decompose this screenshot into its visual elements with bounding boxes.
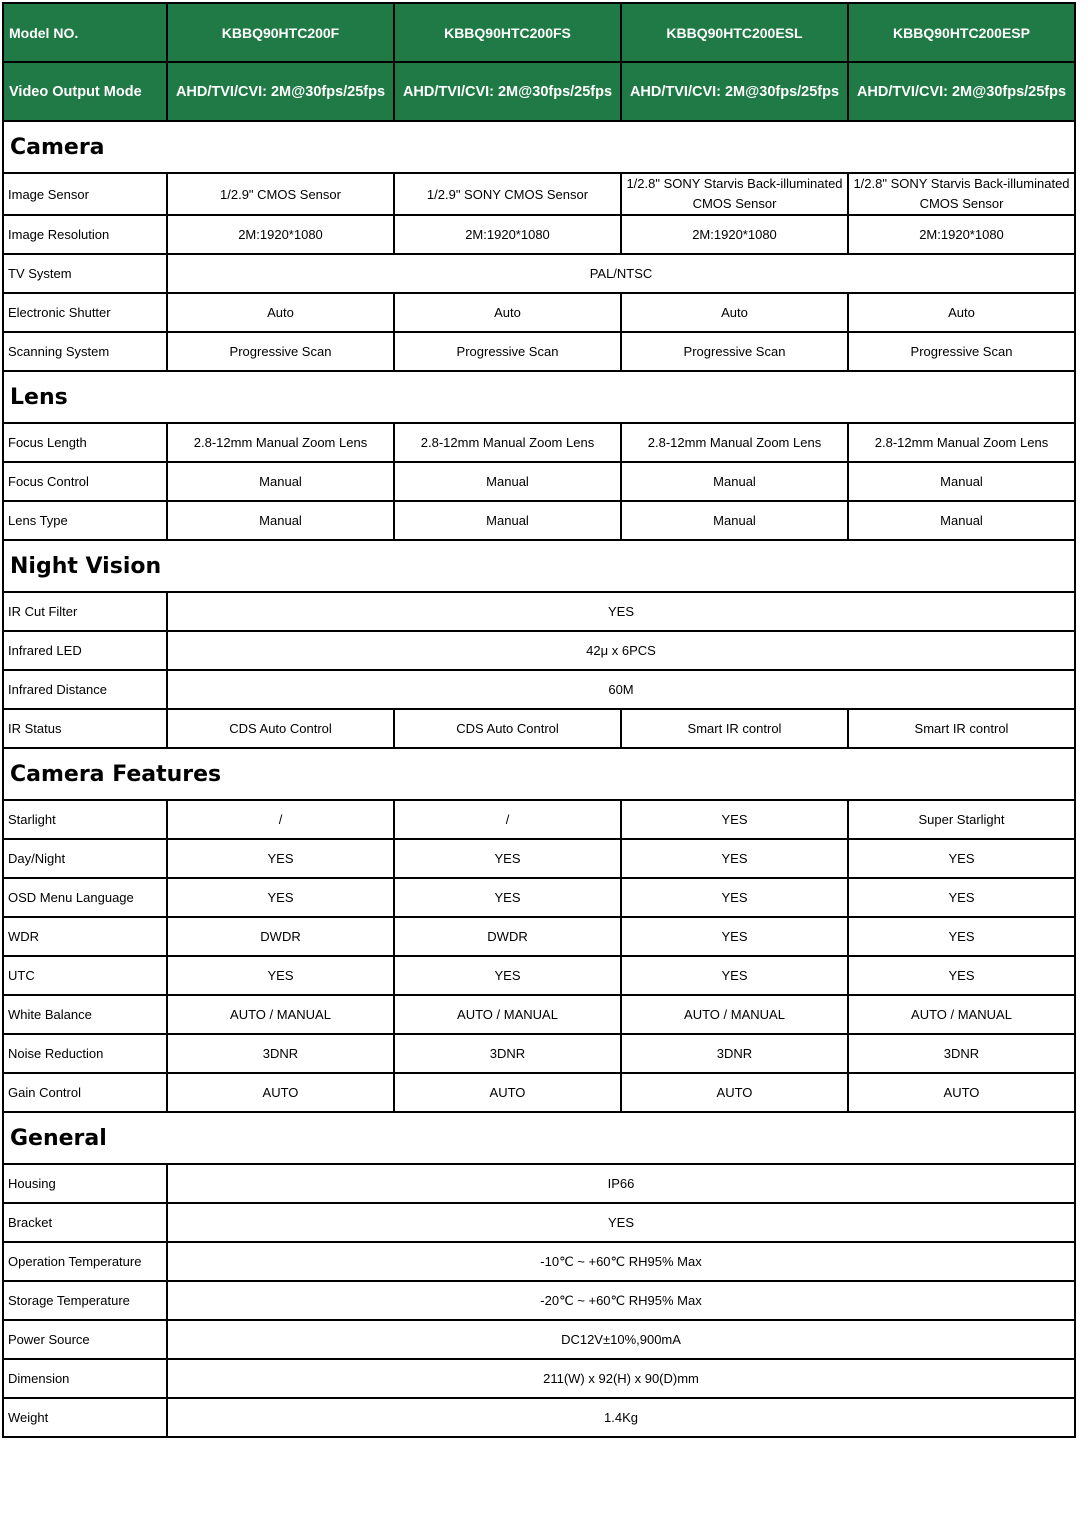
model-name: KBBQ90HTC200ESL [621, 3, 848, 62]
spec-value: YES [848, 839, 1075, 878]
spec-label: Storage Temperature [3, 1281, 167, 1320]
spec-value: YES [621, 878, 848, 917]
spec-value: Manual [167, 462, 394, 501]
model-name: KBBQ90HTC200FS [394, 3, 621, 62]
spec-label: Weight [3, 1398, 167, 1437]
spec-row [3, 670, 1075, 709]
model-name: KBBQ90HTC200ESP [848, 3, 1075, 62]
spec-value: YES [394, 878, 621, 917]
spec-value: Auto [394, 293, 621, 332]
spec-value: Progressive Scan [394, 332, 621, 371]
spec-row [3, 1164, 1075, 1203]
spec-value: 2M:1920*1080 [848, 215, 1075, 254]
video-output-label: Video Output Mode [3, 62, 167, 121]
video-output-value: AHD/TVI/CVI: 2M@30fps/25fps [167, 62, 394, 121]
section-row [3, 748, 1075, 800]
spec-value: Manual [621, 501, 848, 540]
spec-value: 2.8-12mm Manual Zoom Lens [848, 423, 1075, 462]
spec-row [3, 800, 1075, 839]
spec-value: YES [394, 839, 621, 878]
spec-label: Infrared Distance [3, 670, 167, 709]
spec-row [3, 332, 1075, 371]
spec-value-merged: DC12V±10%,900mA [167, 1320, 1075, 1359]
spec-value: / [394, 800, 621, 839]
spec-value: 1/2.8" SONY Starvis Back-illuminated CMOS Sensor [848, 173, 1075, 215]
spec-label: Gain Control [3, 1073, 167, 1112]
spec-label: Day/Night [3, 839, 167, 878]
spec-value: AUTO [621, 1073, 848, 1112]
spec-value-merged: IP66 [167, 1164, 1075, 1203]
spec-value-merged: YES [167, 592, 1075, 631]
spec-value-merged: -20℃ ~ +60℃ RH95% Max [167, 1281, 1075, 1320]
spec-row [3, 501, 1075, 540]
spec-label: Operation Temperature [3, 1242, 167, 1281]
spec-label: UTC [3, 956, 167, 995]
spec-value: AUTO [394, 1073, 621, 1112]
spec-value: Progressive Scan [848, 332, 1075, 371]
spec-value: YES [167, 839, 394, 878]
spec-value: 1/2.9" SONY CMOS Sensor [394, 173, 621, 215]
spec-value: YES [167, 878, 394, 917]
spec-value: Manual [394, 501, 621, 540]
section-row [3, 1112, 1075, 1164]
spec-label: Bracket [3, 1203, 167, 1242]
spec-value: YES [621, 956, 848, 995]
spec-label: Focus Control [3, 462, 167, 501]
spec-value: YES [848, 878, 1075, 917]
spec-label: IR Status [3, 709, 167, 748]
model-name: KBBQ90HTC200F [167, 3, 394, 62]
spec-value: Manual [848, 501, 1075, 540]
spec-value: Auto [621, 293, 848, 332]
spec-value: DWDR [167, 917, 394, 956]
spec-value: 1/2.8" SONY Starvis Back-illuminated CMOS Sensor [621, 173, 848, 215]
spec-row [3, 293, 1075, 332]
spec-value: 2M:1920*1080 [621, 215, 848, 254]
spec-label: Housing [3, 1164, 167, 1203]
spec-value: 3DNR [848, 1034, 1075, 1073]
spec-value-merged: 60M [167, 670, 1075, 709]
spec-value: Auto [167, 293, 394, 332]
spec-row [3, 1359, 1075, 1398]
spec-value: 3DNR [394, 1034, 621, 1073]
video-output-value: AHD/TVI/CVI: 2M@30fps/25fps [621, 62, 848, 121]
spec-label: Focus Length [3, 423, 167, 462]
video-output-value: AHD/TVI/CVI: 2M@30fps/25fps [394, 62, 621, 121]
spec-label: Lens Type [3, 501, 167, 540]
spec-value: CDS Auto Control [167, 709, 394, 748]
spec-value: YES [621, 917, 848, 956]
spec-value: Super Starlight [848, 800, 1075, 839]
spec-value: Progressive Scan [621, 332, 848, 371]
spec-row [3, 1281, 1075, 1320]
spec-row [3, 956, 1075, 995]
spec-row [3, 995, 1075, 1034]
spec-value: Manual [167, 501, 394, 540]
spec-value: Manual [621, 462, 848, 501]
spec-label: TV System [3, 254, 167, 293]
spec-value: Manual [848, 462, 1075, 501]
model-header-row [3, 3, 1075, 62]
spec-value: Smart IR control [848, 709, 1075, 748]
section-row [3, 540, 1075, 592]
spec-row [3, 215, 1075, 254]
spec-row [3, 1242, 1075, 1281]
section-title: Lens [3, 371, 1075, 423]
spec-value: YES [621, 800, 848, 839]
spec-row [3, 878, 1075, 917]
spec-row [3, 1034, 1075, 1073]
spec-table [2, 2, 1076, 1438]
spec-value-merged: YES [167, 1203, 1075, 1242]
spec-value: 3DNR [167, 1034, 394, 1073]
section-title: Camera [3, 121, 1075, 173]
spec-value-merged: 42μ x 6PCS [167, 631, 1075, 670]
spec-row [3, 254, 1075, 293]
spec-value: 2M:1920*1080 [394, 215, 621, 254]
spec-value: CDS Auto Control [394, 709, 621, 748]
spec-label: Scanning System [3, 332, 167, 371]
spec-value-merged: -10℃ ~ +60℃ RH95% Max [167, 1242, 1075, 1281]
spec-label: IR Cut Filter [3, 592, 167, 631]
spec-label: Starlight [3, 800, 167, 839]
spec-value: AUTO / MANUAL [848, 995, 1075, 1034]
spec-label: Dimension [3, 1359, 167, 1398]
section-title: Night Vision [3, 540, 1075, 592]
spec-value: YES [167, 956, 394, 995]
spec-value: 2.8-12mm Manual Zoom Lens [394, 423, 621, 462]
section-row [3, 371, 1075, 423]
section-title: Camera Features [3, 748, 1075, 800]
spec-label: Infrared LED [3, 631, 167, 670]
spec-value: YES [848, 917, 1075, 956]
spec-label: WDR [3, 917, 167, 956]
spec-label: Power Source [3, 1320, 167, 1359]
spec-value-merged: 211(W) x 92(H) x 90(D)mm [167, 1359, 1075, 1398]
spec-label: Noise Reduction [3, 1034, 167, 1073]
spec-label: Electronic Shutter [3, 293, 167, 332]
spec-value: 3DNR [621, 1034, 848, 1073]
spec-label: White Balance [3, 995, 167, 1034]
spec-value: AUTO / MANUAL [167, 995, 394, 1034]
spec-value: YES [621, 839, 848, 878]
spec-row [3, 709, 1075, 748]
video-output-row [3, 62, 1075, 121]
spec-label: Image Resolution [3, 215, 167, 254]
spec-value: AUTO [167, 1073, 394, 1112]
spec-row [3, 1320, 1075, 1359]
spec-row [3, 1398, 1075, 1437]
video-output-value: AHD/TVI/CVI: 2M@30fps/25fps [848, 62, 1075, 121]
spec-row [3, 592, 1075, 631]
spec-value: Smart IR control [621, 709, 848, 748]
spec-value: 2.8-12mm Manual Zoom Lens [621, 423, 848, 462]
spec-value: Auto [848, 293, 1075, 332]
spec-row [3, 1073, 1075, 1112]
spec-value: 2M:1920*1080 [167, 215, 394, 254]
spec-value: DWDR [394, 917, 621, 956]
spec-row [3, 423, 1075, 462]
spec-row [3, 917, 1075, 956]
spec-value: AUTO / MANUAL [394, 995, 621, 1034]
spec-table-body [3, 3, 1075, 1437]
spec-value: YES [848, 956, 1075, 995]
spec-row [3, 631, 1075, 670]
spec-value: Progressive Scan [167, 332, 394, 371]
spec-value-merged: 1.4Kg [167, 1398, 1075, 1437]
spec-label: OSD Menu Language [3, 878, 167, 917]
spec-value: YES [394, 956, 621, 995]
spec-row [3, 1203, 1075, 1242]
spec-value: AUTO / MANUAL [621, 995, 848, 1034]
spec-row [3, 173, 1075, 215]
section-row [3, 121, 1075, 173]
spec-value-merged: PAL/NTSC [167, 254, 1075, 293]
spec-row [3, 462, 1075, 501]
spec-row [3, 839, 1075, 878]
spec-value: 1/2.9" CMOS Sensor [167, 173, 394, 215]
model-label: Model NO. [3, 3, 167, 62]
spec-value: / [167, 800, 394, 839]
spec-label: Image Sensor [3, 173, 167, 215]
spec-value: AUTO [848, 1073, 1075, 1112]
spec-value: Manual [394, 462, 621, 501]
spec-value: 2.8-12mm Manual Zoom Lens [167, 423, 394, 462]
section-title: General [3, 1112, 1075, 1164]
